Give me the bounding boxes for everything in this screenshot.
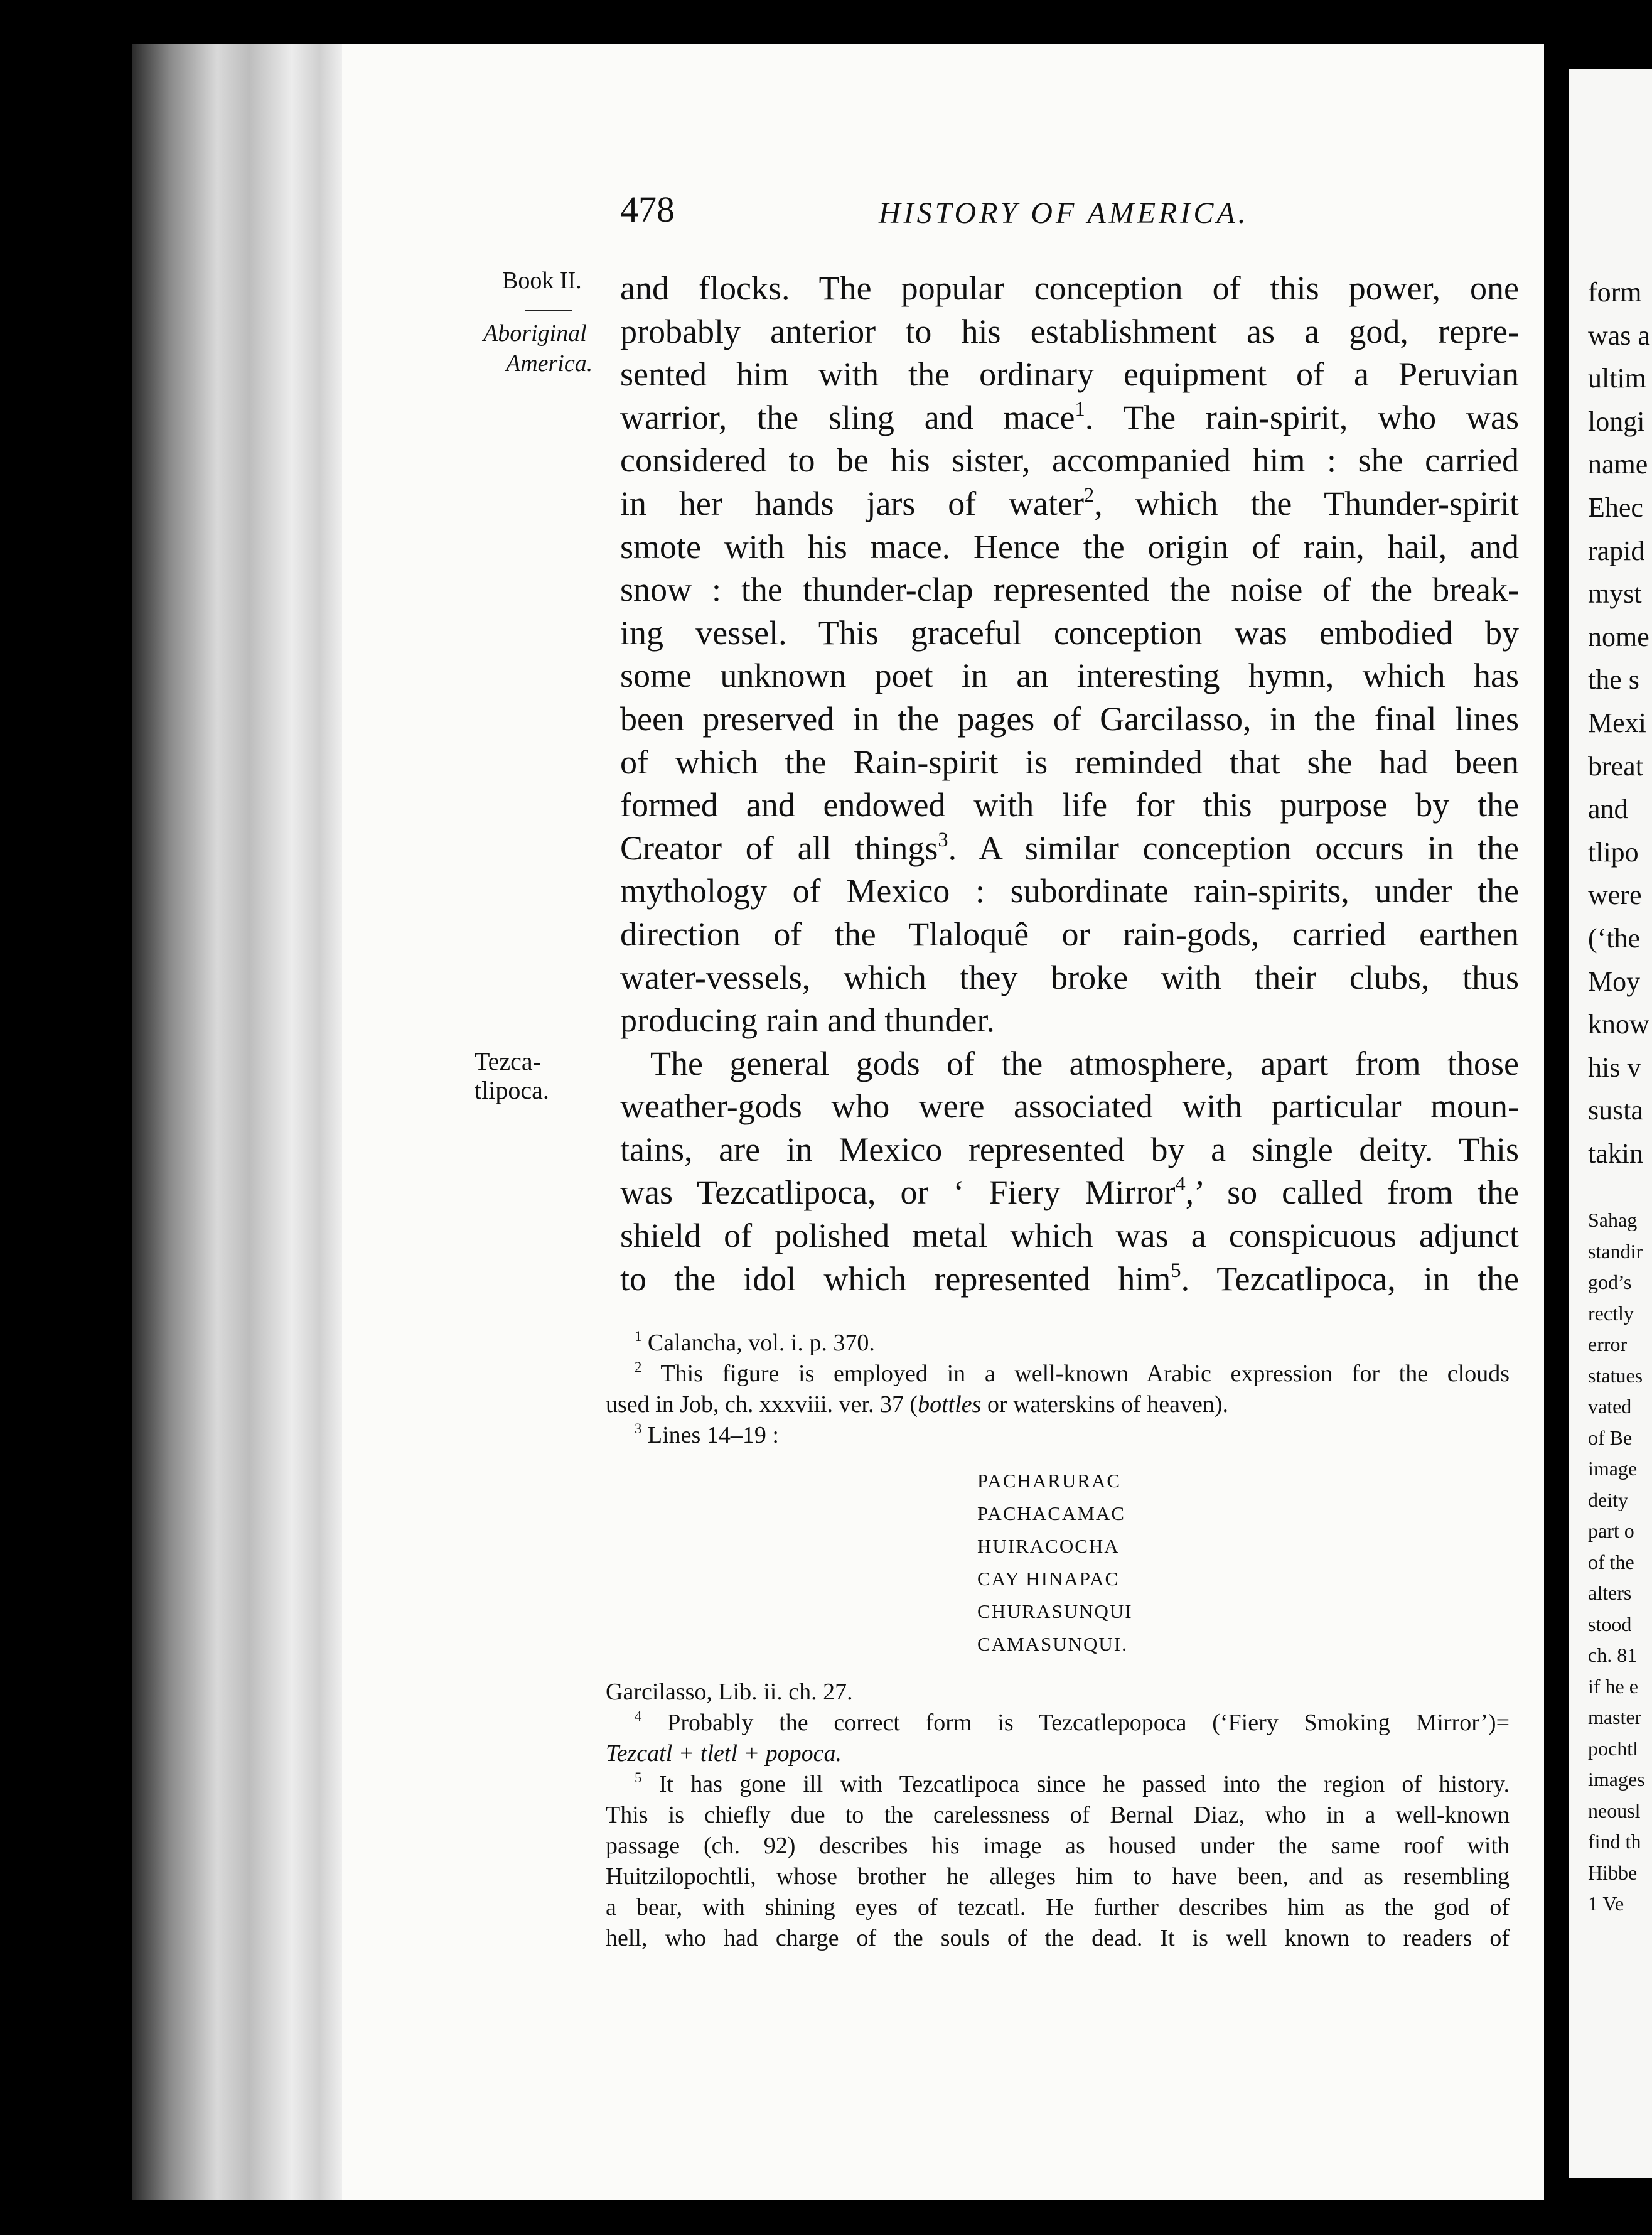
footnote-italic: bottles xyxy=(918,1391,982,1418)
body-line: direction of the Tlaloquê or rain-gods, carried earthen xyxy=(620,915,1519,953)
footnote-text: Probably the correct form is Tezcatlepopoca (‘Fiery Smoking Mirror’)= xyxy=(667,1710,1510,1736)
footnote-text: used in Job, ch. xxxviii. ver. 37 ( xyxy=(606,1391,918,1418)
next-page-body-fragment: breat xyxy=(1588,750,1643,782)
footnote-5-line: This is chiefly due to the carelessness of Bernal Diaz, who in a well-known xyxy=(606,1802,1510,1828)
next-page-body-fragment: myst xyxy=(1588,578,1642,610)
footnote-5-line: Huitzilopochtli, whose brother he alleges him to have been, and as resembling xyxy=(606,1863,1510,1890)
footnote-text: Lines 14–19 : xyxy=(647,1422,779,1448)
body-line xyxy=(620,396,1519,439)
footnote-mark: 2 xyxy=(635,1359,642,1376)
body-line: probably anterior to his establishment as a god, repre- xyxy=(620,312,1519,350)
next-page-fragment xyxy=(1569,69,1652,2178)
body-text-run: warrior, the sling and mace xyxy=(620,398,1075,436)
footnote-text: Calancha, vol. i. p. 370. xyxy=(647,1330,875,1356)
next-page-note-fragment: if he e xyxy=(1588,1674,1638,1698)
sidenote-rule xyxy=(525,310,572,311)
next-page-note-fragment: 1 Ve xyxy=(1588,1892,1624,1915)
footnote-2 xyxy=(606,1359,1510,1389)
hymn-line: PACHACAMAC xyxy=(977,1502,1125,1524)
next-page-note-fragment: Sahag xyxy=(1588,1209,1638,1231)
footnote-5 xyxy=(606,1769,1510,1800)
body-text-run: . Tezcatlipoca, in the xyxy=(1181,1259,1519,1298)
body-text-run: to the idol which represented him xyxy=(620,1259,1171,1298)
body-line: smote with his mace. Hence the origin of rain, hail, and xyxy=(620,527,1519,566)
next-page-note-fragment: rectly xyxy=(1588,1301,1634,1325)
body-text-run: in her hands jars of water xyxy=(620,484,1084,522)
body-line: ing vessel. This graceful conception was embodied by xyxy=(620,613,1519,652)
next-page-note-fragment: image xyxy=(1588,1457,1638,1480)
next-page-note-fragment: vated xyxy=(1588,1395,1632,1418)
next-page-body-fragment: tlipo xyxy=(1588,836,1639,868)
body-line xyxy=(620,827,1519,870)
footnote-4 xyxy=(606,1708,1510,1738)
footnote-mark: 4 xyxy=(635,1708,642,1725)
next-page-note-fragment: standir xyxy=(1588,1239,1643,1263)
body-text-run: Creator of all things xyxy=(620,829,938,867)
body-text-run: . A similar conception occurs in the xyxy=(948,829,1519,867)
body-text-run: ,’ so called from the xyxy=(1185,1173,1519,1212)
footnote-2-cont xyxy=(606,1389,1510,1420)
next-page-body-fragment: Ehec xyxy=(1588,492,1643,523)
footnote-mark: 1 xyxy=(635,1328,642,1345)
hymn-line: HUIRACOCHA xyxy=(977,1535,1120,1557)
hymn-line: CAMASUNQUI. xyxy=(977,1633,1128,1655)
sidenote-section-line1: Aboriginal xyxy=(483,320,587,347)
sidenote-topic-line1: Tezca- xyxy=(475,1047,541,1075)
sidenote-book: Book II. xyxy=(502,267,582,294)
next-page-body-fragment: Mexi xyxy=(1588,708,1646,738)
body-text-run: , which the Thunder-spirit xyxy=(1094,484,1519,522)
hymn-line: PACHARURAC xyxy=(977,1470,1122,1492)
next-page-note-fragment: god’s xyxy=(1588,1271,1632,1293)
body-text xyxy=(620,267,1519,1300)
next-page-note-fragment: neousl xyxy=(1588,1799,1641,1822)
hymn-line: CHURASUNQUI xyxy=(977,1600,1133,1622)
footnote-ref: 3 xyxy=(938,828,948,851)
footnote-ref: 4 xyxy=(1175,1173,1186,1196)
body-line: shield of polished metal which was a conspicuous adjunct xyxy=(620,1217,1519,1255)
next-page-note-fragment: of Be xyxy=(1588,1426,1633,1449)
body-line xyxy=(620,482,1519,525)
next-page-note-fragment: stood xyxy=(1588,1612,1632,1635)
next-page-body-fragment: (‘the xyxy=(1588,923,1641,954)
footnote-4-cont xyxy=(606,1738,1510,1769)
body-line xyxy=(620,1171,1519,1214)
hymn-line: CAY HINAPAC xyxy=(977,1568,1120,1590)
next-page-note-fragment: master xyxy=(1588,1706,1642,1728)
next-page-body-fragment: nome xyxy=(1588,621,1649,652)
footnote-1 xyxy=(606,1328,1510,1359)
next-page-body-fragment: rapid xyxy=(1588,535,1645,566)
footnote-ref: 5 xyxy=(1171,1259,1181,1282)
running-title: HISTORY OF AMERICA. xyxy=(879,197,1249,230)
body-text-run: . The rain-spirit, who was xyxy=(1085,398,1519,436)
page-edges xyxy=(132,44,345,2200)
footnote-ref: 2 xyxy=(1083,483,1095,507)
body-line: and flocks. The popular conception of this power, one xyxy=(620,269,1519,307)
footnote-5-line: hell, who had charge of the souls of the dead. It is well known to readers of xyxy=(606,1925,1510,1951)
body-line: water-vessels, which they broke with their clubs, thus xyxy=(620,958,1519,996)
next-page-body-fragment: his v xyxy=(1588,1052,1641,1083)
body-line: tains, are in Mexico represented by a single deity. This xyxy=(620,1130,1519,1168)
next-page-note-fragment: part o xyxy=(1588,1519,1634,1542)
body-text-run: was Tezcatlipoca, or ‘ Fiery Mirror xyxy=(620,1173,1176,1212)
sidenote-topic xyxy=(475,1047,549,1105)
body-line: considered to be his sister, accompanied him : she carried xyxy=(620,441,1519,480)
next-page-note-fragment: find th xyxy=(1588,1830,1641,1853)
footnotes xyxy=(606,1328,1510,1954)
next-page-body-fragment: susta xyxy=(1588,1095,1643,1126)
body-line xyxy=(620,1258,1519,1301)
footnote-text: It has gone ill with Tezcatlipoca since he passed into the region of history. xyxy=(658,1771,1510,1797)
footnote-mark: 5 xyxy=(635,1770,642,1786)
body-line: The general gods of the atmosphere, apart from those xyxy=(650,1044,1519,1082)
next-page-note-fragment: Hibbe xyxy=(1588,1861,1638,1884)
body-line: been preserved in the pages of Garcilasso, in the final lines xyxy=(620,699,1519,738)
sidenote-topic-line2: tlipoca. xyxy=(475,1076,549,1104)
next-page-note-fragment: error xyxy=(1588,1333,1628,1355)
page-number: 478 xyxy=(620,189,675,230)
next-page-note-fragment: alters xyxy=(1588,1581,1632,1604)
footnote-ref: 1 xyxy=(1075,397,1085,421)
body-line: snow : the thunder-clap represented the noise of the break- xyxy=(620,571,1519,609)
footnote-text: This figure is employed in a well-known Arabic expression for the clouds xyxy=(660,1360,1510,1387)
body-line: weather-gods who were associated with particular moun- xyxy=(620,1087,1519,1126)
next-page-body-fragment: takin xyxy=(1588,1138,1643,1169)
footnote-5-line: passage (ch. 92) describes his image as housed under the same roof with xyxy=(606,1833,1510,1859)
next-page-body-fragment: Moy xyxy=(1588,966,1641,997)
next-page-note-fragment: statues xyxy=(1588,1364,1643,1387)
next-page-body-fragment: know xyxy=(1588,1009,1649,1040)
body-line: some unknown poet in an interesting hymn, which has xyxy=(620,657,1519,695)
body-line: mythology of Mexico : subordinate rain-spirits, under the xyxy=(620,872,1519,910)
body-line: of which the Rain-spirit is reminded that she had been xyxy=(620,743,1519,781)
footnote-3-source: Garcilasso, Lib. ii. ch. 27. xyxy=(606,1679,853,1705)
next-page-body-fragment: and xyxy=(1588,794,1628,825)
body-line: formed and endowed with life for this purpose by the xyxy=(620,786,1519,824)
next-page-body-fragment: name xyxy=(1588,449,1648,480)
next-page-note-fragment: pochtl xyxy=(1588,1737,1638,1760)
next-page-body-fragment: were xyxy=(1588,880,1642,911)
next-page-body-fragment: the s xyxy=(1588,664,1639,696)
next-page-body-fragment: form xyxy=(1588,277,1642,308)
next-page-body-fragment: was a xyxy=(1588,320,1650,351)
next-page-body-fragment: ultim xyxy=(1588,363,1646,394)
next-page-body-fragment: longi xyxy=(1588,406,1645,437)
footnote-mark: 3 xyxy=(635,1421,642,1437)
sidenote-section-line2: America. xyxy=(506,350,593,377)
body-line: sented him with the ordinary equipment of a Peruvian xyxy=(620,355,1519,394)
body-line: producing rain and thunder. xyxy=(620,1001,995,1040)
footnote-3 xyxy=(606,1420,1510,1451)
next-page-note-fragment: of the xyxy=(1588,1550,1634,1573)
footnote-5-line: a bear, with shining eyes of tezcatl. He further describes him as the god of xyxy=(606,1894,1510,1920)
footnote-text: or waterskins of heaven). xyxy=(981,1391,1229,1418)
hymn-lines xyxy=(606,1465,1510,1661)
footnote-italic: Tezcatl + tletl + popoca. xyxy=(606,1740,842,1767)
next-page-note-fragment: images xyxy=(1588,1768,1645,1791)
next-page-note-fragment: deity xyxy=(1588,1488,1628,1511)
next-page-note-fragment: ch. 81 xyxy=(1588,1644,1638,1666)
